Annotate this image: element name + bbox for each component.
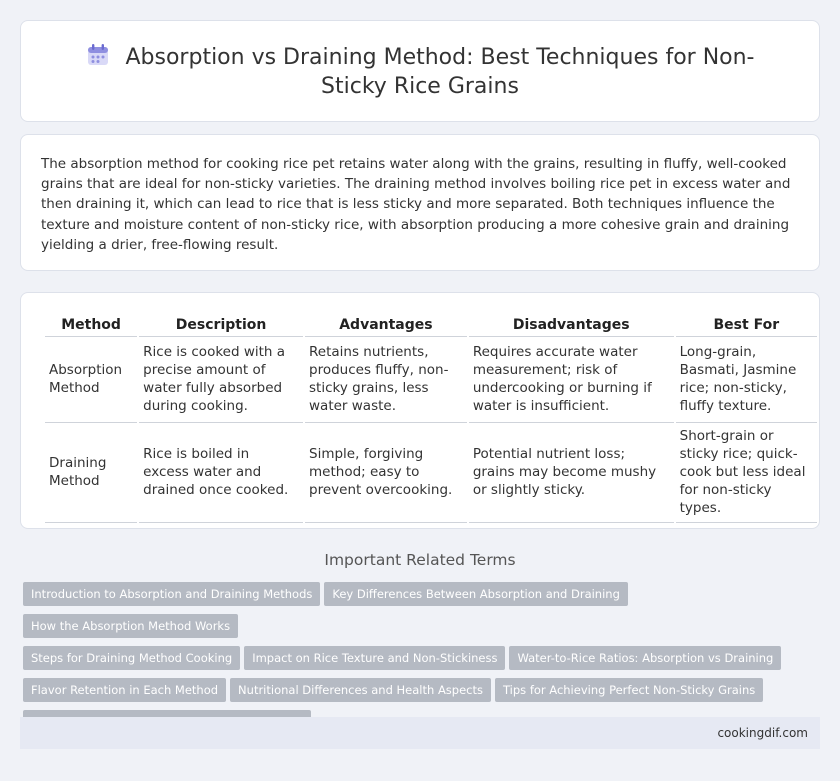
- related-terms-heading: Important Related Terms: [324, 551, 516, 569]
- column-header-disadvantages: Disadvantages: [469, 314, 674, 337]
- intro-paragraph: The absorption method for cooking rice pet retains water along with the grains, resulting in fluffy, well-cooked grains that are ideal for non-sticky varieties. The draining method involves boiling rice pet in excess water and then draining it, which can lead to rice that is less sticky and more separated. Both techniques influence the texture and moisture content of non-sticky rice, with absorption producing a more cohesive grain and draining yielding a drier, free-flowing result.: [41, 156, 791, 253]
- title-card: [20, 20, 820, 122]
- intro-card: [20, 134, 820, 271]
- related-term-tag[interactable]: Water-to-Rice Ratios: Absorption vs Draining: [509, 646, 781, 670]
- column-header-best-for: Best For: [676, 314, 817, 337]
- related-term-tag[interactable]: Steps for Draining Method Cooking: [23, 646, 240, 670]
- related-term-tag[interactable]: Introduction to Absorption and Draining Methods: [23, 582, 320, 606]
- column-header-advantages: Advantages: [305, 314, 467, 337]
- related-term-tag[interactable]: Key Differences Between Absorption and Draining: [324, 582, 628, 606]
- table-row: [45, 423, 817, 523]
- related-term-tag[interactable]: Tips for Achieving Perfect Non-Sticky Grains: [495, 678, 763, 702]
- comparison-table: [43, 314, 819, 523]
- table-row: [45, 337, 817, 423]
- related-term-tag[interactable]: Nutritional Differences and Health Aspects: [230, 678, 491, 702]
- table-cell: Rice is boiled in excess water and drained once cooked.: [139, 423, 303, 523]
- related-term-tag[interactable]: Impact on Rice Texture and Non-Stickiness: [244, 646, 505, 670]
- column-header-method: Method: [45, 314, 137, 337]
- table-cell: Requires accurate water measurement; risk of undercooking or burning if water is insufficient.: [469, 337, 674, 423]
- table-cell: Draining Method: [45, 423, 137, 523]
- table-cell: Short-grain or sticky rice; quick-cook but less ideal for non-sticky types.: [676, 423, 817, 523]
- table-cell: Rice is cooked with a precise amount of water fully absorbed during cooking.: [139, 337, 303, 423]
- page-title: [21, 43, 819, 101]
- footer-site-link[interactable]: cookingdif.com: [717, 726, 808, 740]
- table-cell: Potential nutrient loss; grains may become mushy or slightly sticky.: [469, 423, 674, 523]
- table-header-row: [45, 314, 817, 337]
- related-term-tag[interactable]: Flavor Retention in Each Method: [23, 678, 226, 702]
- table-cell: Long-grain, Basmati, Jasmine rice; non-sticky, fluffy texture.: [676, 337, 817, 423]
- table-cell: Absorption Method: [45, 337, 137, 423]
- table-cell: Retains nutrients, produces fluffy, non-sticky grains, less water waste.: [305, 337, 467, 423]
- column-header-description: Description: [139, 314, 303, 337]
- page-title-text: Absorption vs Draining Method: Best Techniques for Non-Sticky Rice Grains: [125, 45, 755, 99]
- table-cell: Simple, forgiving method; easy to prevent overcooking.: [305, 423, 467, 523]
- related-term-tag[interactable]: How the Absorption Method Works: [23, 614, 238, 638]
- footer: [20, 717, 820, 749]
- calendar-icon: [86, 43, 110, 67]
- comparison-table-card: [20, 292, 820, 529]
